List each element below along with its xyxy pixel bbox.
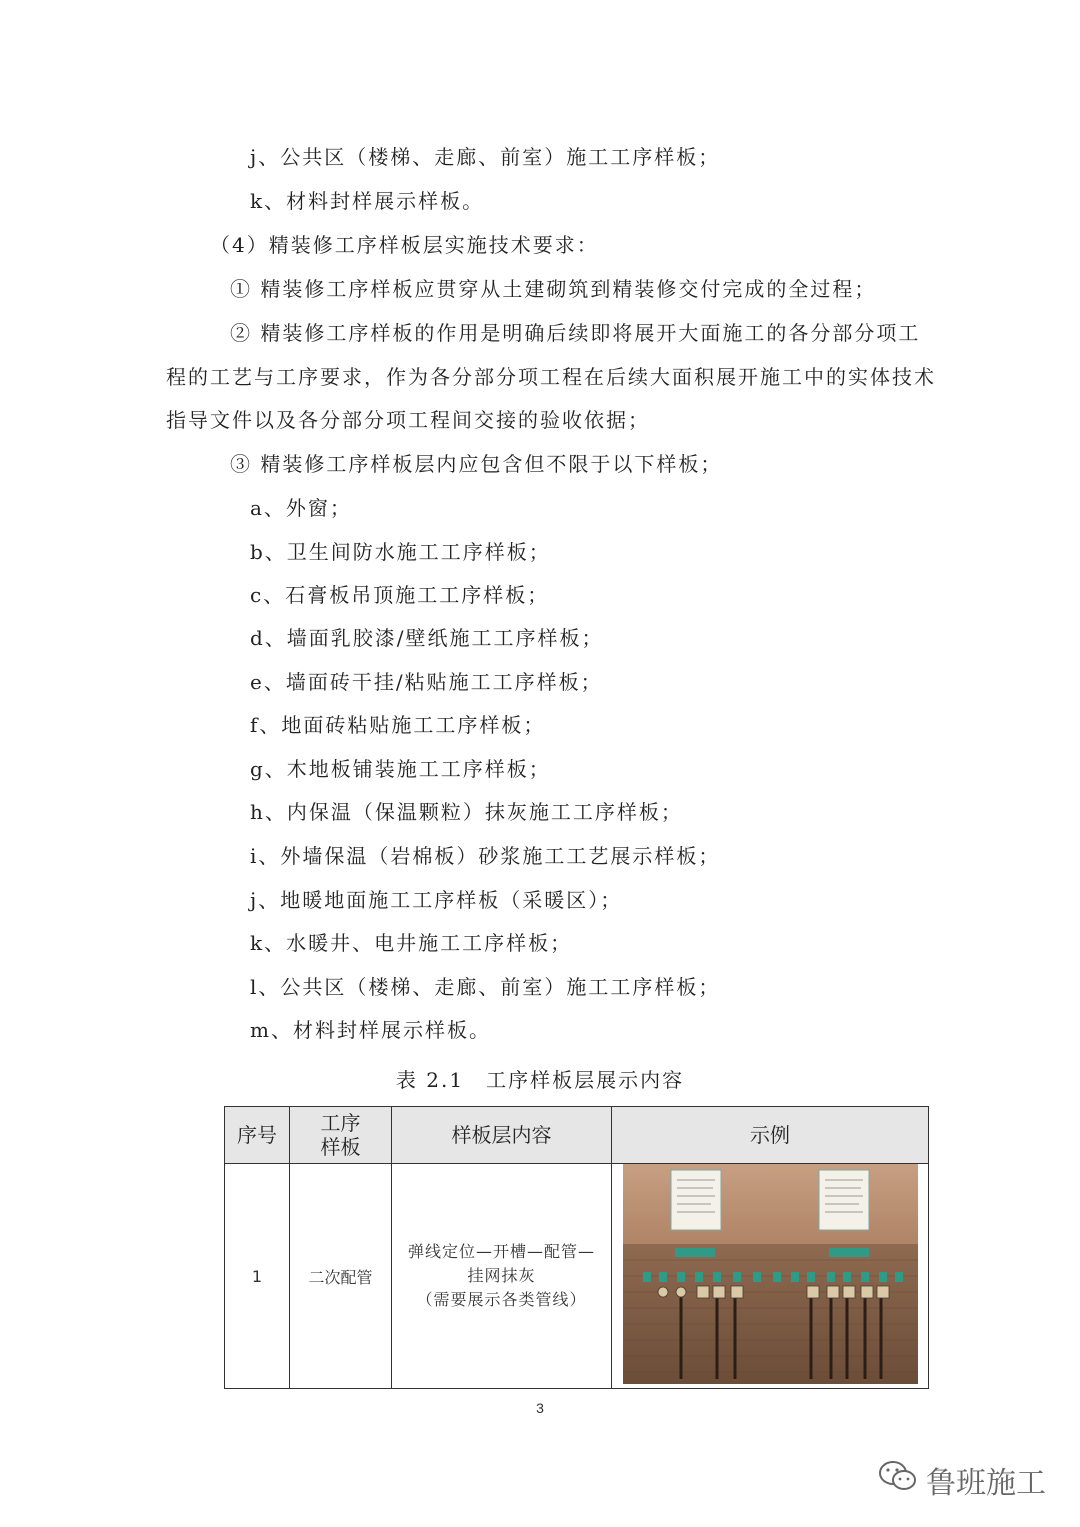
list-item-g: g、木地板铺装施工工序样板； xyxy=(250,757,551,781)
header-no: 序号 xyxy=(225,1107,290,1164)
cell-process: 二次配管 xyxy=(290,1164,392,1389)
watermark xyxy=(878,1458,1046,1502)
body-line-3: （4）精装修工序样板层实施技术要求： xyxy=(210,233,599,257)
table-row xyxy=(225,1164,929,1389)
body-line-2: k、材料封样展示样板。 xyxy=(250,189,485,213)
body-line-6: 程的工艺与工序要求，作为各分部分项工程在后续大面积展开施工中的实体技术 xyxy=(166,365,936,389)
header-process-line-1: 工序 xyxy=(320,1111,361,1135)
body-line-4: ① 精装修工序样板应贯穿从土建砌筑到精装修交付完成的全过程； xyxy=(230,277,877,301)
header-example: 示例 xyxy=(612,1107,929,1164)
body-line-7: 指导文件以及各分部分项工程间交接的验收依据； xyxy=(166,408,650,432)
list-item-m: m、材料封样展示样板。 xyxy=(250,1018,491,1042)
process-table xyxy=(224,1106,929,1389)
cell-no: 1 xyxy=(225,1164,290,1389)
body-line-5: ② 精装修工序样板的作用是明确后续即将展开大面施工的各分部分项工 xyxy=(230,321,921,345)
header-process xyxy=(290,1107,392,1164)
cell-example xyxy=(612,1164,929,1389)
list-item-d: d、墙面乳胶漆/壁纸施工工序样板； xyxy=(250,626,604,650)
table-header-row xyxy=(225,1107,929,1164)
example-photo xyxy=(623,1164,918,1384)
header-process-line-2: 样板 xyxy=(320,1135,361,1159)
list-item-h: h、内保温（保温颗粒）抹灰施工工序样板； xyxy=(250,800,683,824)
list-item-j: j、地暖地面施工工序样板（采暖区）； xyxy=(250,888,623,912)
list-item-e: e、墙面砖干挂/粘贴施工工序样板； xyxy=(250,670,603,694)
body-line-1: j、公共区（楼梯、走廊、前室）施工工序样板； xyxy=(250,145,721,169)
list-item-c: c、石膏板吊顶施工工序样板； xyxy=(250,583,550,607)
content-line-2: 挂网抹灰 xyxy=(467,1266,536,1285)
wechat-icon xyxy=(878,1459,918,1501)
content-line-3: （需要展示各类管线） xyxy=(416,1290,587,1309)
list-item-k: k、水暖井、电井施工工序样板； xyxy=(250,931,573,955)
list-item-l: l、公共区（楼梯、走廊、前室）施工工序样板； xyxy=(250,975,721,999)
page-number: 3 xyxy=(536,1400,544,1416)
header-content: 样板层内容 xyxy=(392,1107,612,1164)
list-item-a: a、外窗； xyxy=(250,496,352,520)
watermark-text: 鲁班施工 xyxy=(926,1466,1046,1501)
content-line-1: 弹线定位—开槽—配管— xyxy=(407,1242,595,1261)
list-item-f: f、地面砖粘贴施工工序样板； xyxy=(250,713,546,737)
list-item-i: i、外墙保温（岩棉板）砂浆施工工艺展示样板； xyxy=(250,844,721,868)
list-item-b: b、卫生间防水施工工序样板； xyxy=(250,540,551,564)
table-caption: 表 2.1 工序样板层展示内容 xyxy=(395,1068,685,1092)
body-line-8: ③ 精装修工序样板层内应包含但不限于以下样板； xyxy=(230,452,723,476)
cell-content xyxy=(392,1164,612,1389)
